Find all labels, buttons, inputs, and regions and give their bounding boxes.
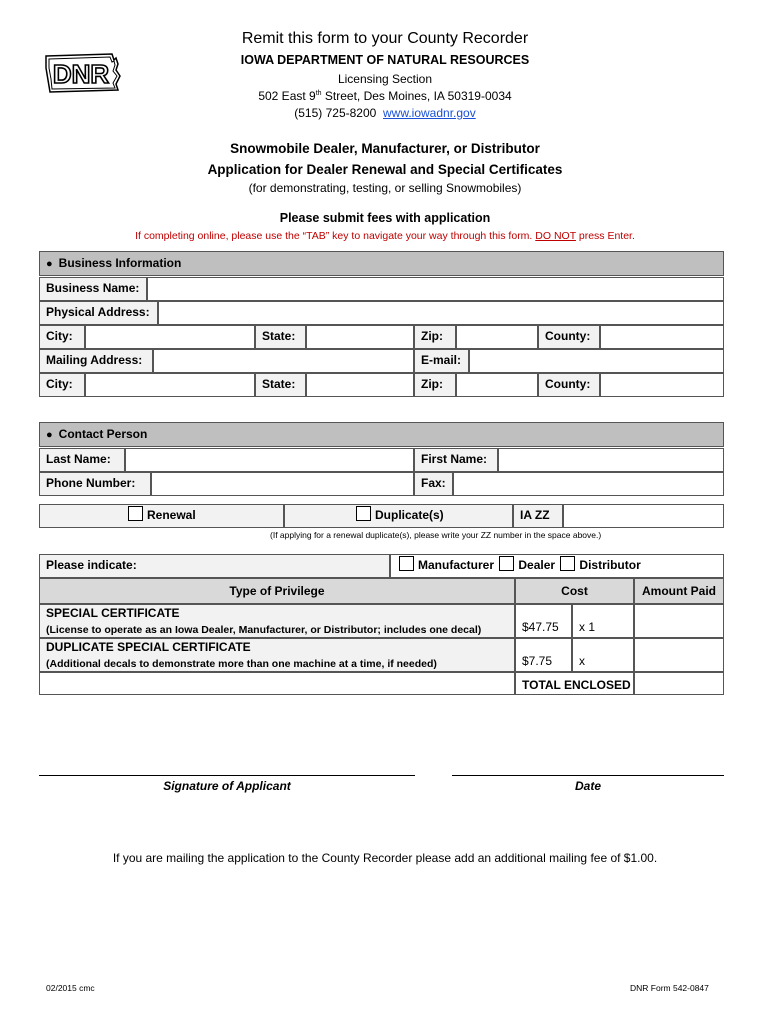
- physical-address-label: Physical Address:: [39, 301, 158, 325]
- zip-label: Zip:: [414, 325, 456, 349]
- table-row: [39, 638, 515, 672]
- address: 502 East 9th Street, Des Moines, IA 50319-0034: [258, 89, 512, 103]
- first-name-field[interactable]: [498, 448, 724, 472]
- mailing-city-label: City:: [39, 373, 85, 397]
- distributor-checkbox[interactable]: [560, 556, 575, 571]
- svg-text:DNR: DNR: [52, 59, 110, 89]
- form-title-1: Snowmobile Dealer, Manufacturer, or Distributor: [230, 141, 540, 156]
- zip-field[interactable]: [456, 325, 538, 349]
- duplicate-cert-qty[interactable]: x: [572, 638, 634, 672]
- special-cert-qty: x 1: [572, 604, 634, 638]
- renewal-option[interactable]: Renewal: [39, 504, 284, 528]
- dealer-label: Dealer: [518, 558, 556, 572]
- business-name-field[interactable]: [147, 277, 724, 301]
- form-number: DNR Form 542-0847: [630, 983, 709, 993]
- dealer-checkbox[interactable]: [499, 556, 514, 571]
- county-field[interactable]: [600, 325, 724, 349]
- privilege-description: (License to operate as an Iowa Dealer, Manufacturer, or Distributor; includes one decal): [46, 624, 482, 636]
- mailing-address-field[interactable]: [153, 349, 414, 373]
- ia-zz-label: IA ZZ: [513, 504, 563, 528]
- signature-label: Signature of Applicant: [163, 779, 291, 793]
- mailing-fee-note: If you are mailing the application to the County Recorder please add an additional mailing fee of $1.00.: [112, 851, 658, 865]
- form-title-2: Application for Dealer Renewal and Special Certificates: [207, 162, 563, 177]
- form-revision-date: 02/2015 cmc: [46, 983, 95, 993]
- total-enclosed-label: TOTAL ENCLOSED: [515, 672, 634, 695]
- privilege-title: SPECIAL CERTIFICATE: [46, 606, 180, 620]
- phone-number-field[interactable]: [151, 472, 414, 496]
- duplicate-cert-amount-field[interactable]: [634, 638, 724, 672]
- total-enclosed-field[interactable]: [634, 672, 724, 695]
- last-name-field[interactable]: [125, 448, 414, 472]
- city-field[interactable]: [85, 325, 255, 349]
- first-name-label: First Name:: [414, 448, 498, 472]
- website-link[interactable]: www.iowadnr.gov: [383, 106, 476, 120]
- manufacturer-checkbox[interactable]: [399, 556, 414, 571]
- amount-paid-header: Amount Paid: [634, 578, 724, 604]
- fax-field[interactable]: [453, 472, 724, 496]
- mailing-state-label: State:: [255, 373, 306, 397]
- phone-number: (515) 725-8200: [294, 106, 377, 120]
- mailing-state-field[interactable]: [306, 373, 414, 397]
- fees-heading: Please submit fees with application: [279, 211, 491, 225]
- privilege-title: DUPLICATE SPECIAL CERTIFICATE: [46, 640, 251, 654]
- city-label: City:: [39, 325, 85, 349]
- state-label: State:: [255, 325, 306, 349]
- distributor-label: Distributor: [579, 558, 641, 572]
- contact-line: [0, 106, 770, 120]
- special-cert-cost: $47.75: [515, 604, 572, 638]
- email-label: E-mail:: [414, 349, 469, 373]
- mailing-city-field[interactable]: [85, 373, 255, 397]
- county-label: County:: [538, 325, 600, 349]
- total-blank-cell: [39, 672, 515, 695]
- duplicate-option[interactable]: Duplicate(s): [284, 504, 513, 528]
- online-note: If completing online, please use the “TAB” key to navigate your way through this form. DO NOT press Enter.: [135, 230, 635, 242]
- cost-header: Cost: [515, 578, 634, 604]
- manufacturer-label: Manufacturer: [418, 558, 495, 572]
- state-field[interactable]: [306, 325, 414, 349]
- table-row: [39, 604, 515, 638]
- mailing-zip-field[interactable]: [456, 373, 538, 397]
- section-name: Licensing Section: [337, 72, 433, 86]
- phone-number-label: Phone Number:: [39, 472, 151, 496]
- department-name: IOWA DEPARTMENT OF NATURAL RESOURCES: [240, 53, 530, 67]
- business-name-label: Business Name:: [39, 277, 147, 301]
- business-info-header: ● Business Information: [39, 251, 724, 276]
- mailing-county-label: County:: [538, 373, 600, 397]
- mailing-address-label: Mailing Address:: [39, 349, 153, 373]
- form-subtitle: (for demonstrating, testing, or selling Snowmobiles): [248, 181, 522, 195]
- date-line[interactable]: [452, 775, 724, 776]
- signature-line[interactable]: [39, 775, 415, 776]
- last-name-label: Last Name:: [39, 448, 125, 472]
- zz-number-field[interactable]: [563, 504, 724, 528]
- please-indicate-label: Please indicate:: [39, 554, 390, 578]
- type-of-privilege-header: Type of Privilege: [39, 578, 515, 604]
- physical-address-field[interactable]: [158, 301, 724, 325]
- special-cert-amount-field[interactable]: [634, 604, 724, 638]
- privilege-type-options: [390, 554, 724, 578]
- privilege-description: (Additional decals to demonstrate more than one machine at a time, if needed): [46, 658, 437, 670]
- contact-person-header: ● Contact Person: [39, 422, 724, 447]
- duplicate-cert-cost: $7.75: [515, 638, 572, 672]
- mailing-county-field[interactable]: [600, 373, 724, 397]
- email-field[interactable]: [469, 349, 724, 373]
- date-label: Date: [574, 779, 601, 793]
- renewal-checkbox[interactable]: [128, 506, 143, 521]
- duplicate-checkbox[interactable]: [356, 506, 371, 521]
- fax-label: Fax:: [414, 472, 453, 496]
- renewal-note: (If applying for a renewal duplicate(s), please write your ZZ number in the space above.): [270, 530, 602, 540]
- mailing-zip-label: Zip:: [414, 373, 456, 397]
- remit-heading: Remit this form to your County Recorder: [241, 30, 529, 47]
